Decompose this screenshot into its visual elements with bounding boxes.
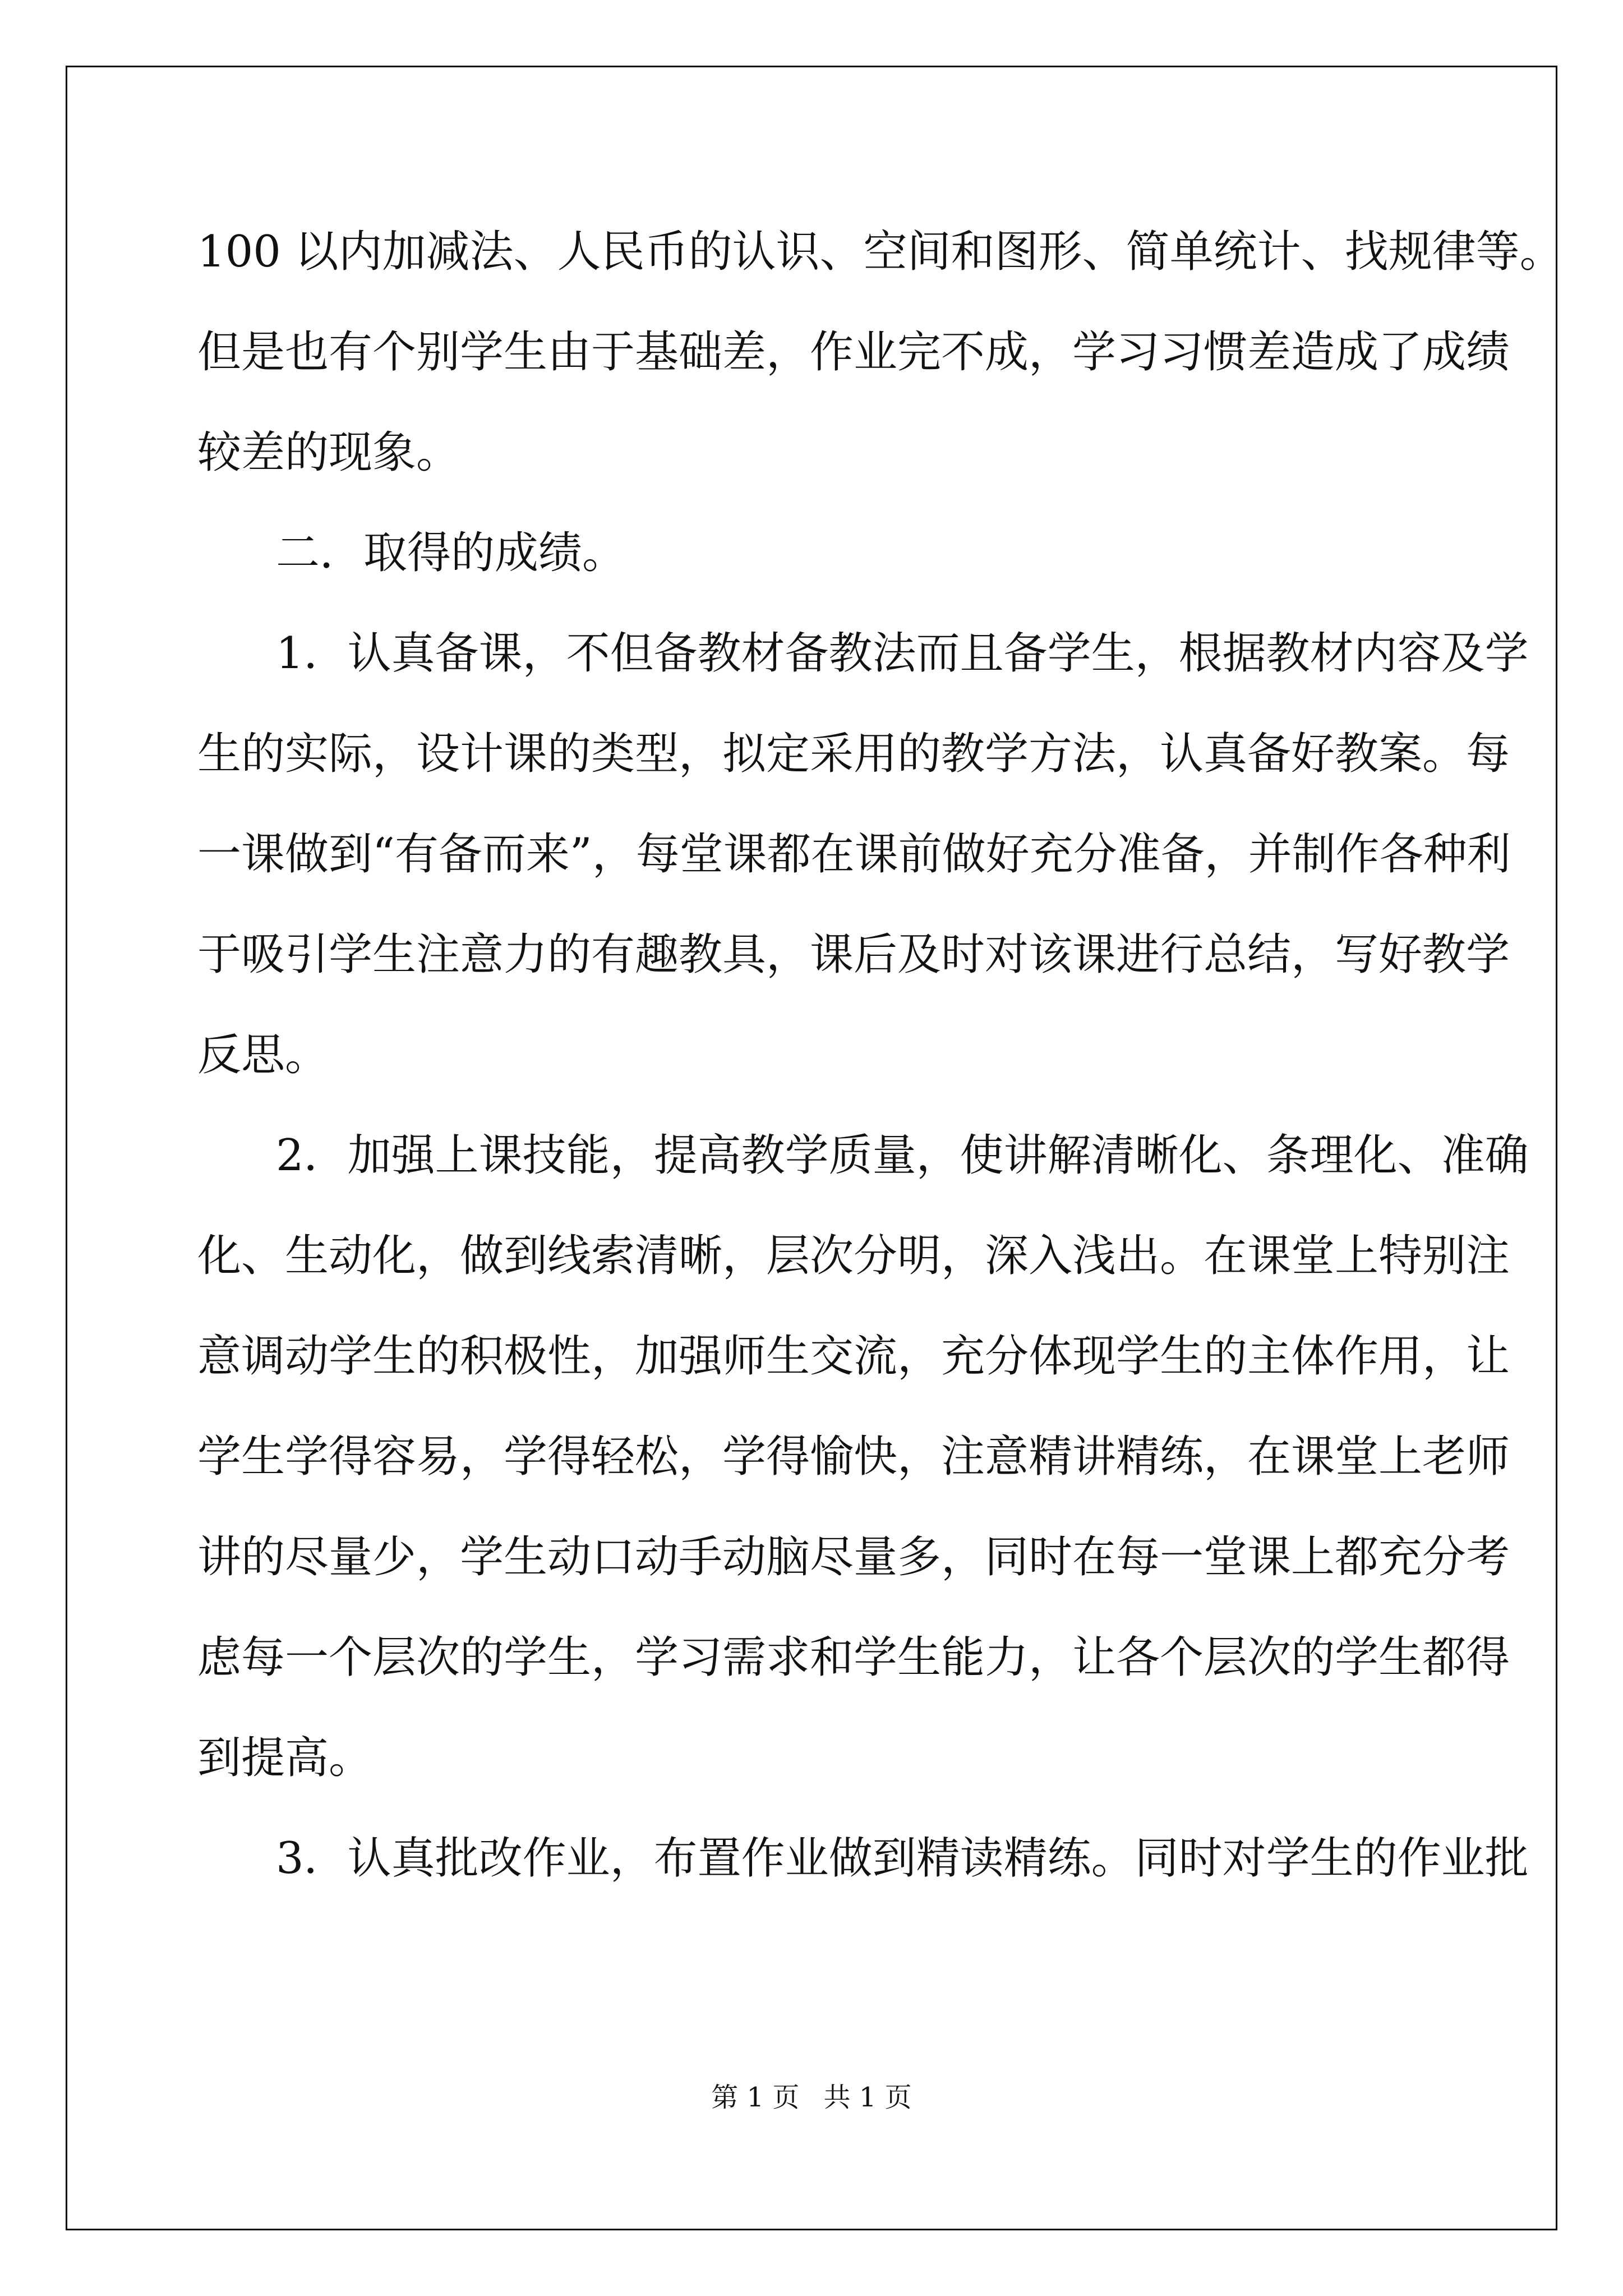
text-line-3: 较差的现象。	[197, 427, 460, 478]
section-heading: 二．取得的成绩。	[276, 528, 626, 578]
text-line-7: 一课做到“有备而来”，每堂课都在课前做好充分准备，并制作各种利	[197, 829, 1511, 880]
text-line-16: 到提高。	[197, 1733, 373, 1783]
text-line-11: 化、生动化，做到线索清晰，层次分明，深入浅出。在课堂上特别注	[197, 1231, 1510, 1281]
text-line-9: 反思。	[197, 1030, 329, 1080]
text-line-8: 于吸引学生注意力的有趣教具，课后及时对该课进行总结，写好教学	[197, 930, 1510, 980]
text-line-12: 意调动学生的积极性，加强师生交流，充分体现学生的主体作用，让	[197, 1331, 1510, 1382]
text-line-10: 2．加强上课技能，提高教学质量，使讲解清晰化、条理化、准确	[276, 1130, 1529, 1181]
text-line-5: 1．认真备课，不但备教材备教法而且备学生，根据教材内容及学	[276, 628, 1529, 679]
text-line-13: 学生学得容易，学得轻松，学得愉快，注意精讲精练，在课堂上老师	[197, 1432, 1510, 1482]
text-line-17: 3．认真批改作业，布置作业做到精读精练。同时对学生的作业批	[276, 1833, 1529, 1884]
document-body	[197, 202, 1564, 1909]
text-line-2: 但是也有个别学生由于基础差，作业完不成，学习习惯差造成了成绩	[197, 327, 1510, 378]
text-line-6: 生的实际，设计课的类型，拟定采用的教学方法，认真备好教案。每	[197, 729, 1510, 779]
page-total: 共 1 页	[823, 2082, 912, 2113]
page-number: 第 1 页	[711, 2082, 800, 2113]
text-line-1: 100 以内加减法、人民币的认识、空间和图形、简单统计、找规律等。	[197, 227, 1564, 277]
text-line-15: 虑每一个层次的学生，学习需求和学生能力，让各个层次的学生都得	[197, 1632, 1510, 1683]
page-footer	[0, 2076, 1623, 2114]
text-line-14: 讲的尽量少，学生动口动手动脑尽量多，同时在每一堂课上都充分考	[197, 1532, 1510, 1582]
